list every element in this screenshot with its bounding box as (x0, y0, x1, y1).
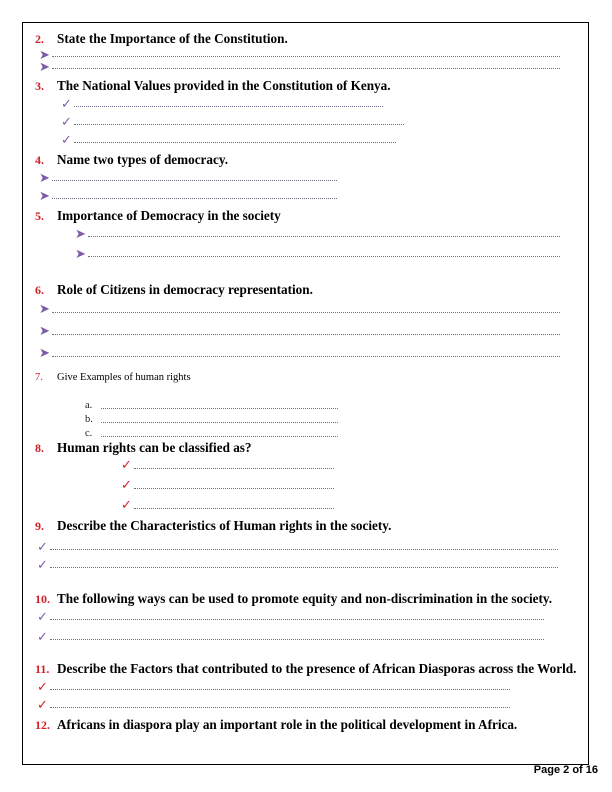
vertical-spacer (35, 571, 582, 591)
answer-line-row (35, 115, 582, 128)
question-heading (35, 31, 582, 47)
arrow-bullet-icon: ➤ (75, 245, 86, 261)
dotted-answer-line[interactable] (52, 56, 560, 57)
arrow-bullet-icon: ➤ (39, 59, 50, 75)
answer-line-row (35, 478, 582, 492)
worksheet-content (23, 23, 588, 764)
dotted-answer-line[interactable] (52, 334, 560, 335)
page-footer-label: Page 2 of 16 (533, 764, 598, 776)
check-icon: ✓ (121, 497, 132, 513)
question-heading (35, 440, 582, 456)
dotted-answer-line[interactable] (88, 236, 560, 237)
answer-line-row (35, 171, 582, 184)
dotted-answer-line[interactable] (134, 508, 334, 509)
answer-line-row (35, 47, 582, 63)
arrow-bullet-icon: ➤ (39, 323, 50, 339)
question-number: 3. (35, 78, 44, 93)
question-number: 2. (35, 32, 44, 46)
question-number: 4. (35, 152, 44, 167)
question-list (35, 31, 582, 733)
question-text: Africans in diaspora play an important role in the political development in Africa. (57, 717, 518, 733)
answer-line-row (35, 226, 582, 240)
answer-line-row (35, 301, 582, 316)
sub-item-letter: c. (85, 428, 93, 440)
question-text: State the Importance of the Constitution. (57, 31, 288, 46)
check-icon: ✓ (61, 131, 72, 147)
dotted-answer-line[interactable] (101, 422, 338, 423)
vertical-spacer (35, 643, 582, 661)
question-heading (35, 661, 582, 677)
question-heading (35, 78, 582, 94)
answer-line-row (35, 629, 582, 643)
question-number: 6. (35, 283, 44, 298)
check-icon: ✓ (61, 95, 72, 111)
question-heading (35, 518, 582, 534)
dotted-answer-line[interactable] (134, 468, 334, 469)
check-icon: ✓ (37, 697, 48, 713)
question-text: The following ways can be used to promote equity and non-discrimination in the society. (57, 590, 553, 606)
question-text: Name two types of democracy. (57, 151, 229, 167)
dotted-answer-line[interactable] (50, 707, 510, 708)
check-icon: ✓ (37, 538, 48, 554)
dotted-answer-line[interactable] (74, 142, 396, 143)
question-heading (35, 717, 582, 733)
answer-line-row (35, 698, 582, 711)
question-number: 10. (35, 591, 50, 606)
question-number: 9. (35, 518, 44, 533)
answer-line-row (35, 345, 582, 360)
check-icon: ✓ (121, 477, 132, 493)
vertical-spacer (35, 316, 582, 323)
question-heading (35, 208, 582, 224)
arrow-bullet-icon: ➤ (39, 187, 50, 203)
answer-line-row (35, 97, 582, 110)
answer-line-row (35, 498, 582, 512)
answer-line-row (35, 429, 582, 440)
check-icon: ✓ (61, 113, 72, 129)
check-icon: ✓ (37, 608, 48, 624)
arrow-bullet-icon: ➤ (39, 345, 50, 361)
answer-line-row (35, 59, 582, 75)
dotted-answer-line[interactable] (88, 256, 560, 257)
vertical-spacer (35, 360, 582, 372)
answer-line-row (35, 558, 582, 571)
check-icon: ✓ (37, 679, 48, 695)
answer-line-row (35, 609, 582, 623)
dotted-answer-line[interactable] (101, 408, 338, 409)
question-number: 12. (35, 718, 50, 733)
question-heading (35, 372, 582, 385)
answer-line-row (35, 680, 582, 693)
question-text: Importance of Democracy in the society (57, 207, 281, 223)
question-number: 8. (35, 440, 44, 455)
dotted-answer-line[interactable] (50, 689, 510, 690)
question-text: Human rights can be classified as? (57, 439, 252, 455)
dotted-answer-line[interactable] (52, 312, 560, 313)
question-text: Describe the Factors that contributed to the presence of African Diasporas across the World. (57, 661, 577, 677)
answer-line-row (35, 458, 582, 472)
check-icon: ✓ (121, 457, 132, 473)
question-text: The National Values provided in the Constitution of Kenya. (57, 77, 391, 93)
dotted-answer-line[interactable] (74, 106, 383, 107)
arrow-bullet-icon: ➤ (39, 169, 50, 185)
question-text: Role of Citizens in democracy representation. (57, 282, 313, 298)
question-text: Describe the Characteristics of Human rights in the society. (57, 517, 392, 533)
question-number: 5. (35, 208, 44, 223)
dotted-answer-line[interactable] (134, 488, 334, 489)
answer-line-row (35, 323, 582, 338)
question-heading (35, 591, 582, 607)
question-number: 7. (35, 372, 43, 384)
dotted-answer-line[interactable] (74, 124, 404, 125)
question-heading (35, 152, 582, 168)
dotted-answer-line[interactable] (52, 68, 560, 69)
question-heading (35, 282, 582, 298)
answer-line-row (35, 246, 582, 260)
answer-line-row (35, 133, 582, 146)
vertical-spacer (35, 260, 582, 282)
vertical-spacer (35, 385, 582, 401)
dotted-answer-line[interactable] (101, 436, 338, 437)
arrow-bullet-icon: ➤ (39, 47, 50, 63)
answer-line-row (35, 415, 582, 426)
dotted-answer-line[interactable] (52, 198, 337, 199)
dotted-answer-line[interactable] (50, 549, 558, 550)
question-number: 11. (35, 662, 50, 677)
answer-line-row (35, 540, 582, 553)
sub-item-letter: a. (85, 400, 93, 412)
sub-item-letter: b. (85, 414, 93, 426)
dotted-answer-line[interactable] (50, 619, 544, 620)
question-text: Give Examples of human rights (57, 372, 191, 384)
answer-line-row (35, 401, 582, 412)
dotted-answer-line[interactable] (52, 356, 560, 357)
dotted-answer-line[interactable] (52, 180, 337, 181)
check-icon: ✓ (37, 628, 48, 644)
vertical-spacer (35, 338, 582, 345)
arrow-bullet-icon: ➤ (39, 301, 50, 317)
dotted-answer-line[interactable] (50, 639, 544, 640)
arrow-bullet-icon: ➤ (75, 225, 86, 241)
answer-line-row (35, 189, 582, 202)
dotted-answer-line[interactable] (50, 567, 558, 568)
check-icon: ✓ (37, 556, 48, 572)
